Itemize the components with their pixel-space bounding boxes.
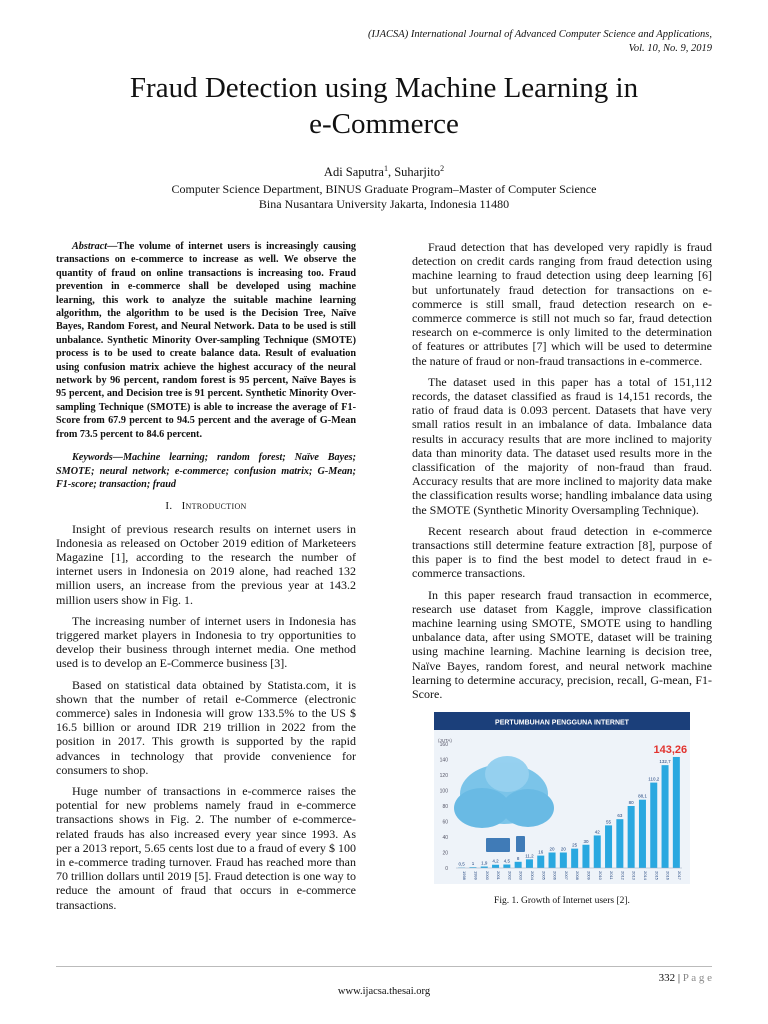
y-tick-label: 40 xyxy=(442,835,448,842)
y-tick-label: 80 xyxy=(442,804,448,811)
x-tick-label: 1998 xyxy=(462,871,468,881)
bar-data-label: 4,5 xyxy=(503,858,510,864)
bar-data-label: 88,1 xyxy=(638,794,647,800)
title-line-2: e-Commerce xyxy=(309,108,459,140)
bar-data-label: 63 xyxy=(617,813,623,819)
keywords-dash: — xyxy=(112,452,123,464)
bar-2005 xyxy=(537,856,544,868)
x-tick-label: 2013 xyxy=(631,871,637,881)
laptop-icon xyxy=(486,838,510,852)
internet-growth-chart xyxy=(412,708,712,888)
bar-data-label: 110,2 xyxy=(648,776,660,782)
author-1: Adi Saputra xyxy=(323,165,384,180)
abstract-text: The volume of internet users is increasingly causing transactions on e-commerce to increase as well. We observe the quantity of fraud on online transactions is increasing too. Fraud prevention in e-commerce shall be developed using machine learning, this work to analyze the suitable machine learning algorithm, the algorithm to be used is the Decision Tree, Naïve Bayes, Random Forest, and Neural Network. Data to be used is still unbalance. Synthetic Minority Over-sampling Technique (SMOTE) process is to be used to create balance data. Result of evaluation using confusion matrix achieve the highest accuracy of the neural network by 96 percent, random forest is 95 percent, Naïve Bayes is 95 percent, and Decision tree is 91 percent. Synthetic Minority Over-sampling Technique (SMOTE) is able to increase the average of F1-Score from 67.9 percent to 94.5 percent and the average of G-Mean from 73.5 percent to 84.6 percent. xyxy=(56,241,356,440)
figure-internet-growth xyxy=(412,708,712,888)
bar-2015 xyxy=(650,783,657,868)
y-tick-label: 140 xyxy=(439,757,448,764)
bar-2010 xyxy=(594,836,601,869)
x-tick-label: 2002 xyxy=(507,871,513,881)
section-title: Introduction xyxy=(181,500,247,513)
bar-data-label: 16 xyxy=(538,849,544,855)
y-tick-label: 160 xyxy=(439,742,448,749)
section-heading-introduction xyxy=(56,499,356,513)
paper-title xyxy=(0,70,768,142)
paragraph: Insight of previous research results on internet users in Indonesia as released on October 2019 edition of Marketeers Magazine [1], according to the research the number of internet users in Indonesia on 2019 alone, had reached 132 million users, an increase from the previous year at 143.2 million users show in Fig. 1. xyxy=(56,521,356,607)
bar-data-label: 42 xyxy=(594,829,600,835)
bar-2017 xyxy=(673,757,680,868)
right-column xyxy=(412,240,712,909)
y-tick-label: 20 xyxy=(442,850,448,857)
x-tick-label: 2000 xyxy=(484,871,490,881)
cloud-shape xyxy=(502,789,554,827)
bar-2004 xyxy=(526,860,533,869)
y-tick-label: 0 xyxy=(445,866,448,873)
x-tick-label: 2007 xyxy=(563,871,569,881)
x-tick-label: 2011 xyxy=(609,871,615,880)
journal-volume: Vol. 10, No. 9, 2019 xyxy=(628,43,712,54)
x-tick-label: 2016 xyxy=(665,871,671,881)
x-tick-label: 2006 xyxy=(552,871,558,881)
bar-data-label: 80 xyxy=(628,800,634,806)
x-tick-label: 2003 xyxy=(518,871,524,881)
bar-data-label: 4,2 xyxy=(492,859,499,865)
section-number: I. xyxy=(165,500,173,513)
phone-icon xyxy=(516,836,525,852)
bar-data-label: 1,9 xyxy=(481,860,488,866)
bar-data-label: 1 xyxy=(471,861,475,867)
cloud-shape xyxy=(454,788,510,828)
bar-2001 xyxy=(492,865,499,868)
footer-rule xyxy=(56,966,712,967)
paragraph: Recent research about fraud detection in e-commerce transactions still determine feature extraction [8], purpose of this paper is to find the best model to detect fraud in e-commerce transactions. xyxy=(412,523,712,581)
author-2: Suharjito xyxy=(394,165,441,180)
page-label: P a g e xyxy=(682,972,712,984)
bar-2009 xyxy=(582,845,589,868)
bar-2006 xyxy=(549,853,556,869)
abstract xyxy=(56,240,356,441)
paragraph: The dataset used in this paper has a total of 151,112 records, the dataset classified as fraud is 14,151 records, the ratio of fraud data is 0.093 percent. Datasets that have very small ratios result in an imbalance of data. Imbalance data results in accuracy results that are more inclined to majority data than minority data. The dataset used results more in the classification of the majority of non-fraud than fraud. Accuracy results that are more inclined to majority data make the classification results worse; handling imbalance data using the SMOTE (Synthetic Minority Oversampling Technique). xyxy=(412,374,712,517)
affiliation xyxy=(0,182,768,212)
bar-2016 xyxy=(662,765,669,868)
title-line-1: Fraud Detection using Machine Learning in xyxy=(129,72,639,104)
author-separator: , xyxy=(387,165,395,180)
bar-2008 xyxy=(571,849,578,868)
bar-data-label: 20 xyxy=(549,846,555,852)
bar-2003 xyxy=(515,862,522,868)
x-tick-label: 2017 xyxy=(676,871,682,881)
cloud-shape xyxy=(485,756,529,792)
x-tick-label: 2012 xyxy=(620,871,626,881)
x-tick-label: 2001 xyxy=(496,871,502,881)
paragraph: In this paper research fraud transaction in ecommerce, research use dataset from Kaggle, improve classification machine learning using SMOTE, SMOTE using to handling unbalance data, after using SMOTE, dataset will be training using machine learning. Machine learning is decision tree, Naïve Bayes, random forest, and neural network machine learning to determine accuracy, precision, recall, G-mean, F1-Score. xyxy=(412,587,712,702)
journal-name: (IJACSA) International Journal of Advanced Computer Science and Applications, xyxy=(367,29,712,40)
abstract-dash: — xyxy=(107,241,118,252)
keywords-text: Machine learning; random forest; Naïve Bayes; SMOTE; neural network; e-commerce; confusion matrix; G-Mean; F1-score; transaction; fraud xyxy=(56,452,356,490)
affiliation-line-1: Computer Science Department, BINUS Graduate Program–Master of Computer Science xyxy=(171,182,597,196)
bar-data-label: 20 xyxy=(560,846,566,852)
keywords-label: Keywords xyxy=(72,452,113,464)
bar-2002 xyxy=(503,865,510,868)
y-axis-unit: (JUTA) xyxy=(438,738,452,744)
author-1-affil: 1 xyxy=(383,164,388,173)
x-tick-label: 2004 xyxy=(529,871,535,881)
x-tick-label: 2014 xyxy=(642,871,648,881)
paragraph: Huge number of transactions in e-commerce raises the potential for new problems namely fraud in e-commerce transactions shows in Fig. 2. The number of e-commerce-related frauds has also increased every year since 1993. As per a 2013 report, 5.65 cents lost due to a fraud of every $ 100 in e-commerce trading turnover. Fraud has reached more than 70 trillion dollars until 2019 [5]. Fraud detection is one way to reduce the amount of fraud that occurs in e-commerce transactions. xyxy=(56,783,356,912)
author-2-affil: 2 xyxy=(440,164,445,173)
y-tick-label: 120 xyxy=(439,773,448,780)
bar-data-label: 30 xyxy=(583,839,589,845)
paragraph: The increasing number of internet users in Indonesia has triggered market players in Indonesia to try opportunities to develop their business through internet media. One method used is to develop an E-Commerce business [3]. xyxy=(56,613,356,671)
x-tick-label: 2008 xyxy=(575,871,581,881)
y-tick-label: 60 xyxy=(442,819,448,826)
figure-caption: Fig. 1. Growth of Internet users [2]. xyxy=(494,896,630,907)
bar-2012 xyxy=(616,819,623,868)
x-tick-label: 2010 xyxy=(597,871,603,881)
x-tick-label: 1999 xyxy=(473,871,479,881)
chart-title: PERTUMBUHAN PENGGUNA INTERNET xyxy=(495,719,629,727)
bar-data-label: 25 xyxy=(572,842,578,848)
bar-2014 xyxy=(639,800,646,868)
bar-data-label: 55 xyxy=(606,819,612,825)
bar-data-label: 143,26 xyxy=(653,744,688,757)
running-header xyxy=(368,28,712,56)
bar-data-label: 0,5 xyxy=(458,861,465,867)
bar-2007 xyxy=(560,853,567,869)
bar-data-label: 11,2 xyxy=(525,853,534,859)
left-column xyxy=(56,240,356,919)
x-tick-label: 2015 xyxy=(654,871,660,881)
abstract-label: Abstract xyxy=(72,241,108,252)
paragraph: Fraud detection that has developed very rapidly is fraud detection on credit cards ranging from fraud detection using machine learning to fraud detection using deep learning [6] but unfortunately fraud detection for transactions on e-commerce is still small, fraud detection research on e-commerce commerce is still not much so far, fraud detection research on e-commerce is only limited to the determination of features or attributes [7] which will be used to determine the nature of fraud or non-fraud transactions in e-commerce. xyxy=(412,240,712,368)
bar-2013 xyxy=(628,806,635,868)
keywords xyxy=(56,451,356,491)
x-tick-label: 2005 xyxy=(541,871,547,881)
paragraph: Based on statistical data obtained by Statista.com, it is shown that the number of retail e-Commerce (electronic commerce) sales in Indonesia will grow 133.5% to the US $ 16.5 billion or around IDR 219 trillion in 2022 from the position in 2017. This growth is supported by the rapid advances in technology that provide convenience for consumers to shop. xyxy=(56,677,356,777)
y-tick-label: 100 xyxy=(439,788,448,795)
affiliation-line-2: Bina Nusantara University Jakarta, Indonesia 11480 xyxy=(258,197,510,211)
bar-data-label: 8 xyxy=(516,856,520,862)
x-tick-label: 2009 xyxy=(586,871,592,881)
bar-2011 xyxy=(605,826,612,869)
authors xyxy=(0,164,768,180)
footer-url: www.ijacsa.thesai.org xyxy=(337,986,431,997)
page-num: 332 xyxy=(658,972,676,984)
bar-data-label: 132,7 xyxy=(659,759,671,765)
page-number: 332 | P a g e xyxy=(658,972,712,984)
